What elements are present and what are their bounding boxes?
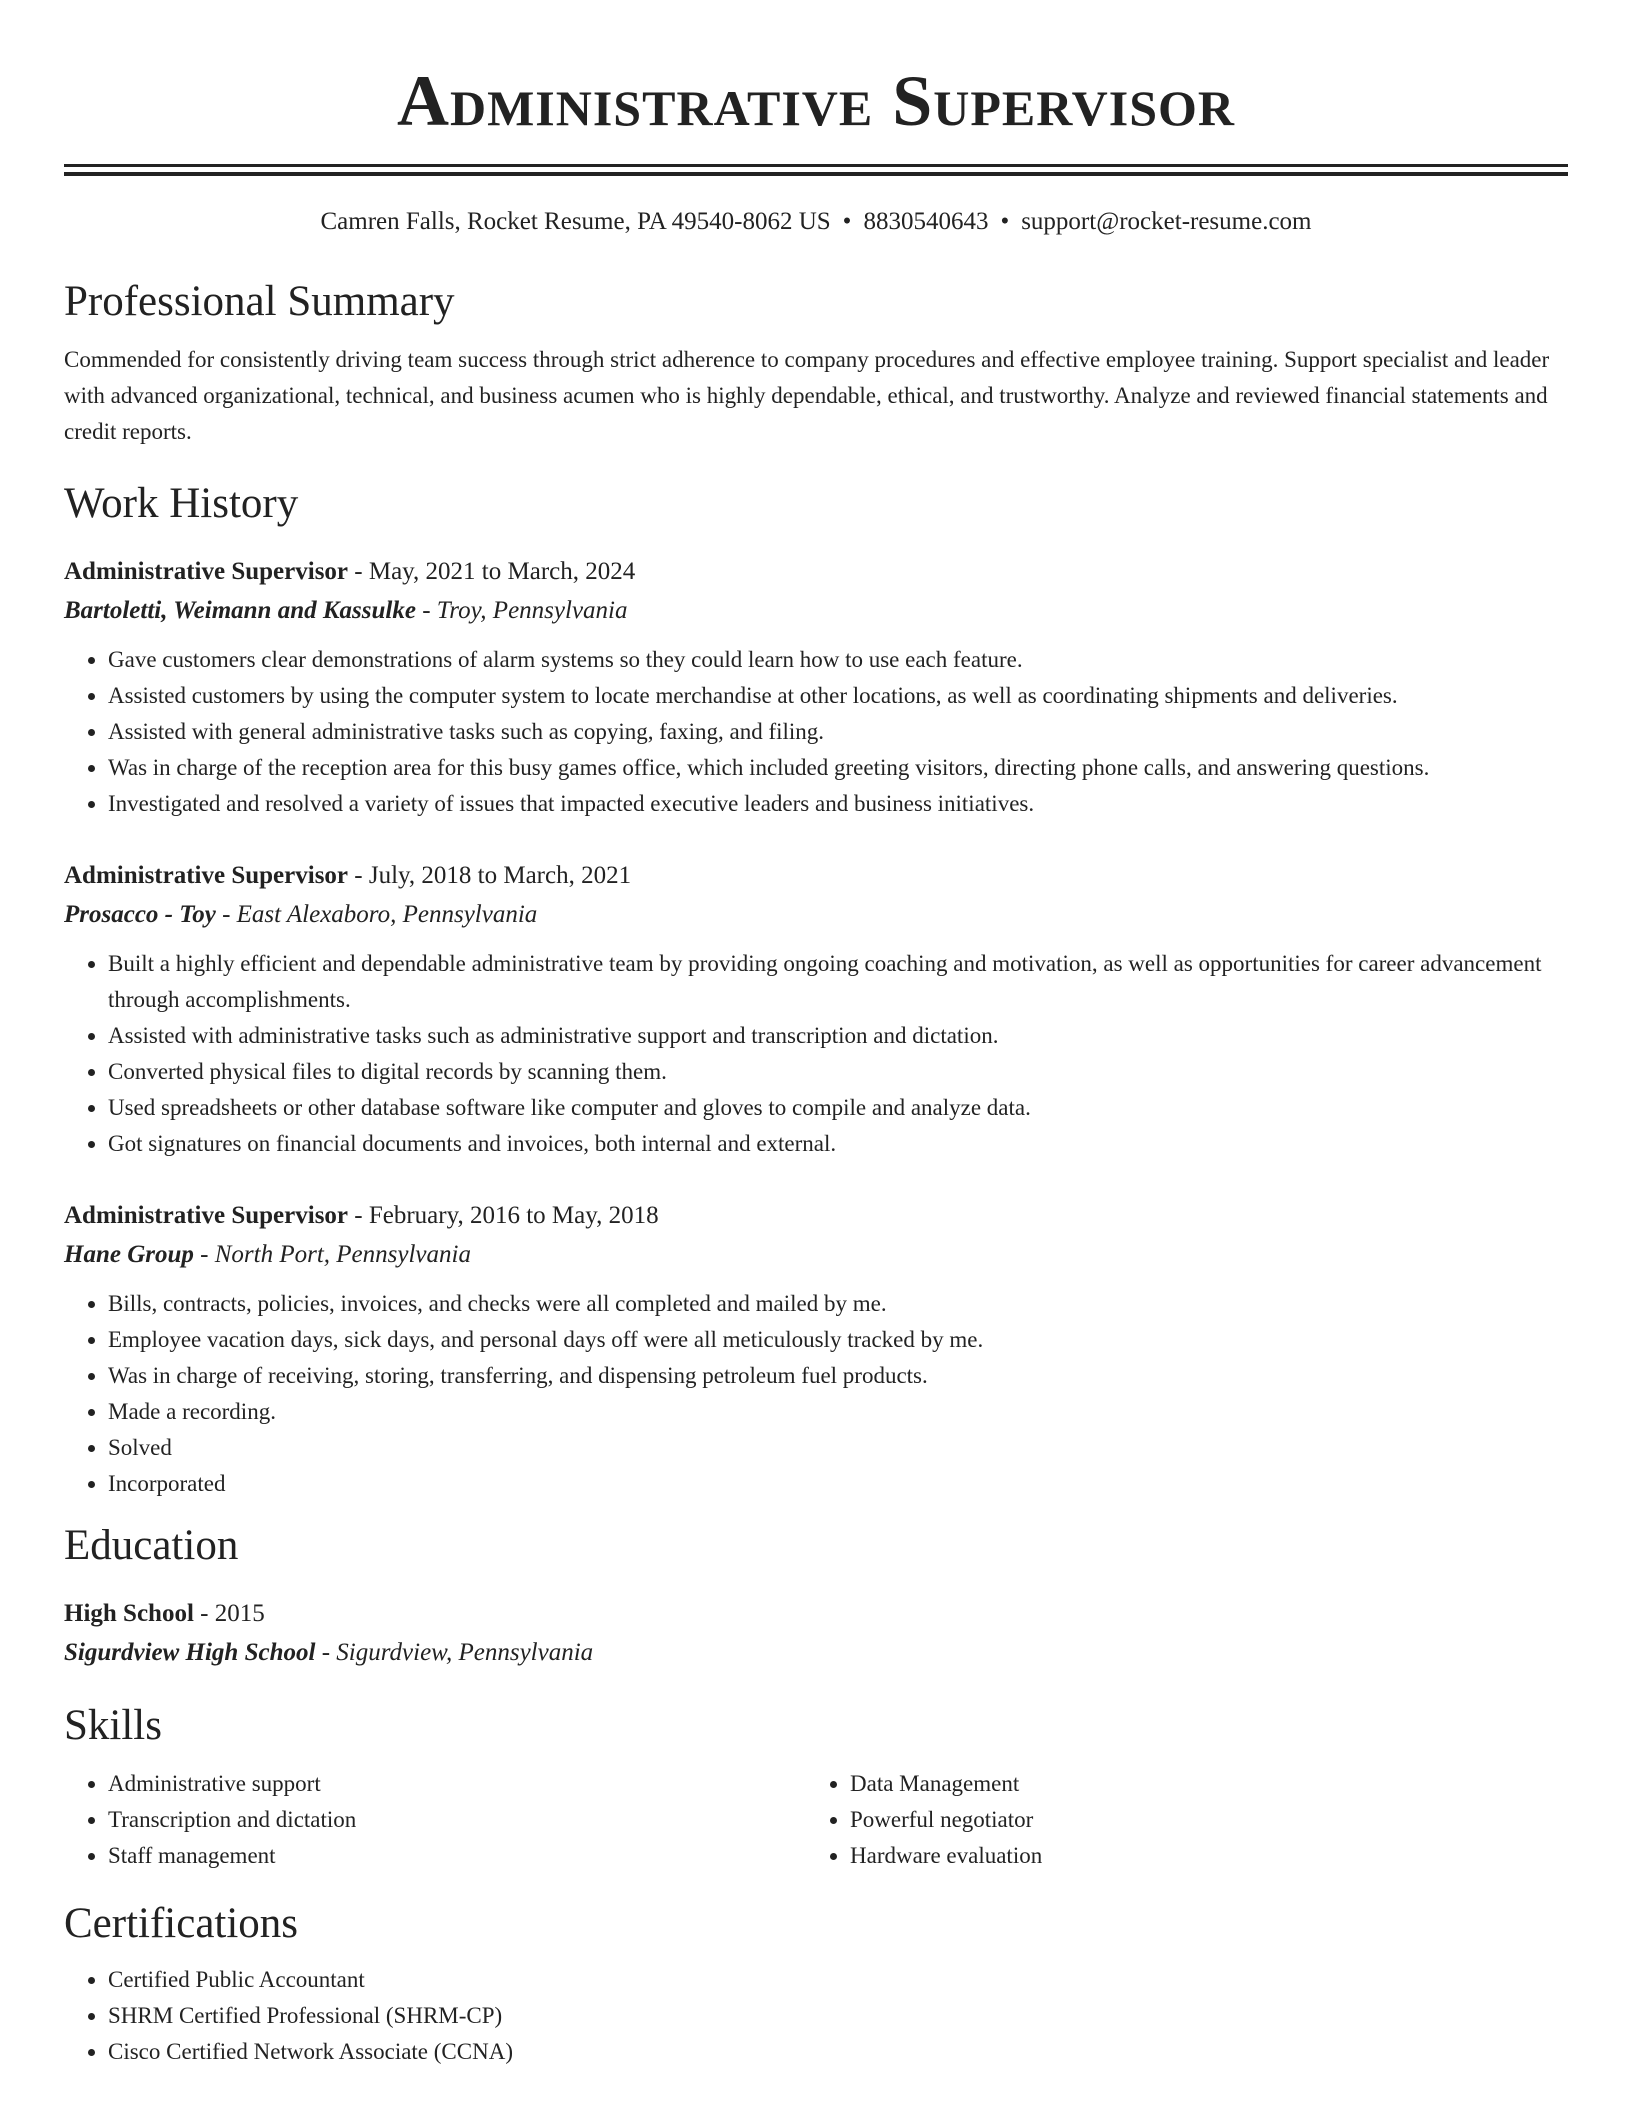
skill-item: • Powerful negotiator <box>850 1802 1548 1838</box>
education-entry <box>64 1594 1568 1672</box>
job-title: Administrative Supervisor <box>64 862 349 889</box>
job-bullet-list <box>64 946 1568 1162</box>
title-divider <box>64 164 1568 176</box>
company-location: - Troy, Pennsylvania <box>415 597 628 624</box>
company-location: - East Alexaboro, Pennsylvania <box>215 901 538 928</box>
contact-separator: • <box>1000 208 1010 235</box>
job-bullet-list <box>64 1286 1568 1502</box>
job-bullet: • Was in charge of the reception area for this busy games office, which included greeting visitors, directing phone calls, and answering questions. <box>108 750 1568 786</box>
job-title-line <box>64 856 1568 895</box>
job-bullet: • Assisted with administrative tasks such as administrative support and transcription and dictation. <box>108 1018 1568 1054</box>
job-title-line <box>64 1196 1568 1235</box>
contact-email: support@rocket-resume.com <box>1021 208 1312 235</box>
graduation-year: - 2015 <box>193 1600 265 1627</box>
company-name: Bartoletti, Weimann and Kassulke <box>64 597 416 624</box>
school-location: - Sigurdview, Pennsylvania <box>315 1639 594 1666</box>
work-history-heading: Work History <box>64 480 299 527</box>
certifications-list <box>64 1962 1568 2070</box>
company-line <box>64 1235 1568 1274</box>
job-bullet: • Got signatures on financial documents and invoices, both internal and external. <box>108 1126 1568 1162</box>
certification-item: • Cisco Certified Network Associate (CCNA) <box>108 2034 1568 2070</box>
job-title: Administrative Supervisor <box>64 1202 349 1229</box>
skills-heading: Skills <box>64 1702 162 1749</box>
job-dates: - May, 2021 to March, 2024 <box>348 558 636 585</box>
job-bullet: • Assisted with general administrative tasks such as copying, faxing, and filing. <box>108 714 1568 750</box>
skill-item: • Administrative support <box>108 1766 806 1802</box>
resume-title: Administrative Supervisor <box>396 61 1236 141</box>
job-bullet: • Assisted customers by using the computer system to locate merchandise at other locations, as well as coordinating shipments and deliveries. <box>108 678 1568 714</box>
job-bullet: • Used spreadsheets or other database software like computer and gloves to compile and analyze data. <box>108 1090 1568 1126</box>
company-name: Hane Group <box>64 1241 194 1268</box>
job-entry <box>64 856 1568 1162</box>
job-title-line <box>64 552 1568 591</box>
job-bullet: • Gave customers clear demonstrations of alarm systems so they could learn how to use each feature. <box>108 642 1568 678</box>
company-line <box>64 895 1568 934</box>
job-bullet: • Converted physical files to digital records by scanning them. <box>108 1054 1568 1090</box>
education-heading: Education <box>64 1522 239 1569</box>
school-line <box>64 1633 1568 1672</box>
job-bullet: • Incorporated <box>108 1466 1568 1502</box>
job-bullet: • Made a recording. <box>108 1394 1568 1430</box>
certification-item: • SHRM Certified Professional (SHRM-CP) <box>108 1998 1568 2034</box>
contact-line <box>64 206 1568 238</box>
degree-line <box>64 1594 1568 1633</box>
certification-item: • Certified Public Accountant <box>108 1962 1568 1998</box>
job-title: Administrative Supervisor <box>64 558 349 585</box>
skills-column-right <box>806 1766 1548 1874</box>
degree: High School <box>64 1600 194 1627</box>
contact-phone: 8830540643 <box>863 208 989 235</box>
summary-heading: Professional Summary <box>64 278 455 325</box>
job-bullet: • Bills, contracts, policies, invoices, and checks were all completed and mailed by me. <box>108 1286 1568 1322</box>
skills-column-left <box>64 1766 806 1874</box>
job-bullet: • Was in charge of receiving, storing, transferring, and dispensing petroleum fuel products. <box>108 1358 1568 1394</box>
skill-item: • Hardware evaluation <box>850 1838 1548 1874</box>
company-line <box>64 591 1568 630</box>
certifications-heading: Certifications <box>64 1900 299 1947</box>
skill-item: • Staff management <box>108 1838 806 1874</box>
job-bullet: • Employee vacation days, sick days, and personal days off were all meticulously tracked by me. <box>108 1322 1568 1358</box>
job-bullet: • Investigated and resolved a variety of issues that impacted executive leaders and business initiatives. <box>108 786 1568 822</box>
job-entry <box>64 1196 1568 1502</box>
contact-separator: • <box>842 208 852 235</box>
company-location: - North Port, Pennsylvania <box>193 1241 471 1268</box>
skill-item: • Transcription and dictation <box>108 1802 806 1838</box>
contact-address: Camren Falls, Rocket Resume, PA 49540-8062 US <box>320 208 831 235</box>
job-bullet: • Solved <box>108 1430 1568 1466</box>
job-entry <box>64 552 1568 822</box>
job-dates: - July, 2018 to March, 2021 <box>348 862 632 889</box>
school-name: Sigurdview High School <box>64 1639 316 1666</box>
summary-text: Commended for consistently driving team success through strict adherence to company procedures and effective employee training. Support specialist and leader with advanced organizational, technical, and business acumen who is highly dependable, ethical, and trustworthy. Analyze and reviewed financial statements and credit reports. <box>64 347 1550 444</box>
job-bullet-list <box>64 642 1568 822</box>
job-dates: - February, 2016 to May, 2018 <box>348 1202 659 1229</box>
skills-grid <box>64 1766 1568 1874</box>
company-name: Prosacco - Toy <box>64 901 216 928</box>
skill-item: • Data Management <box>850 1766 1548 1802</box>
job-bullet: • Built a highly efficient and dependable administrative team by providing ongoing coaching and motivation, as well as opportunities for career advancement through accomplishments. <box>108 946 1568 1018</box>
